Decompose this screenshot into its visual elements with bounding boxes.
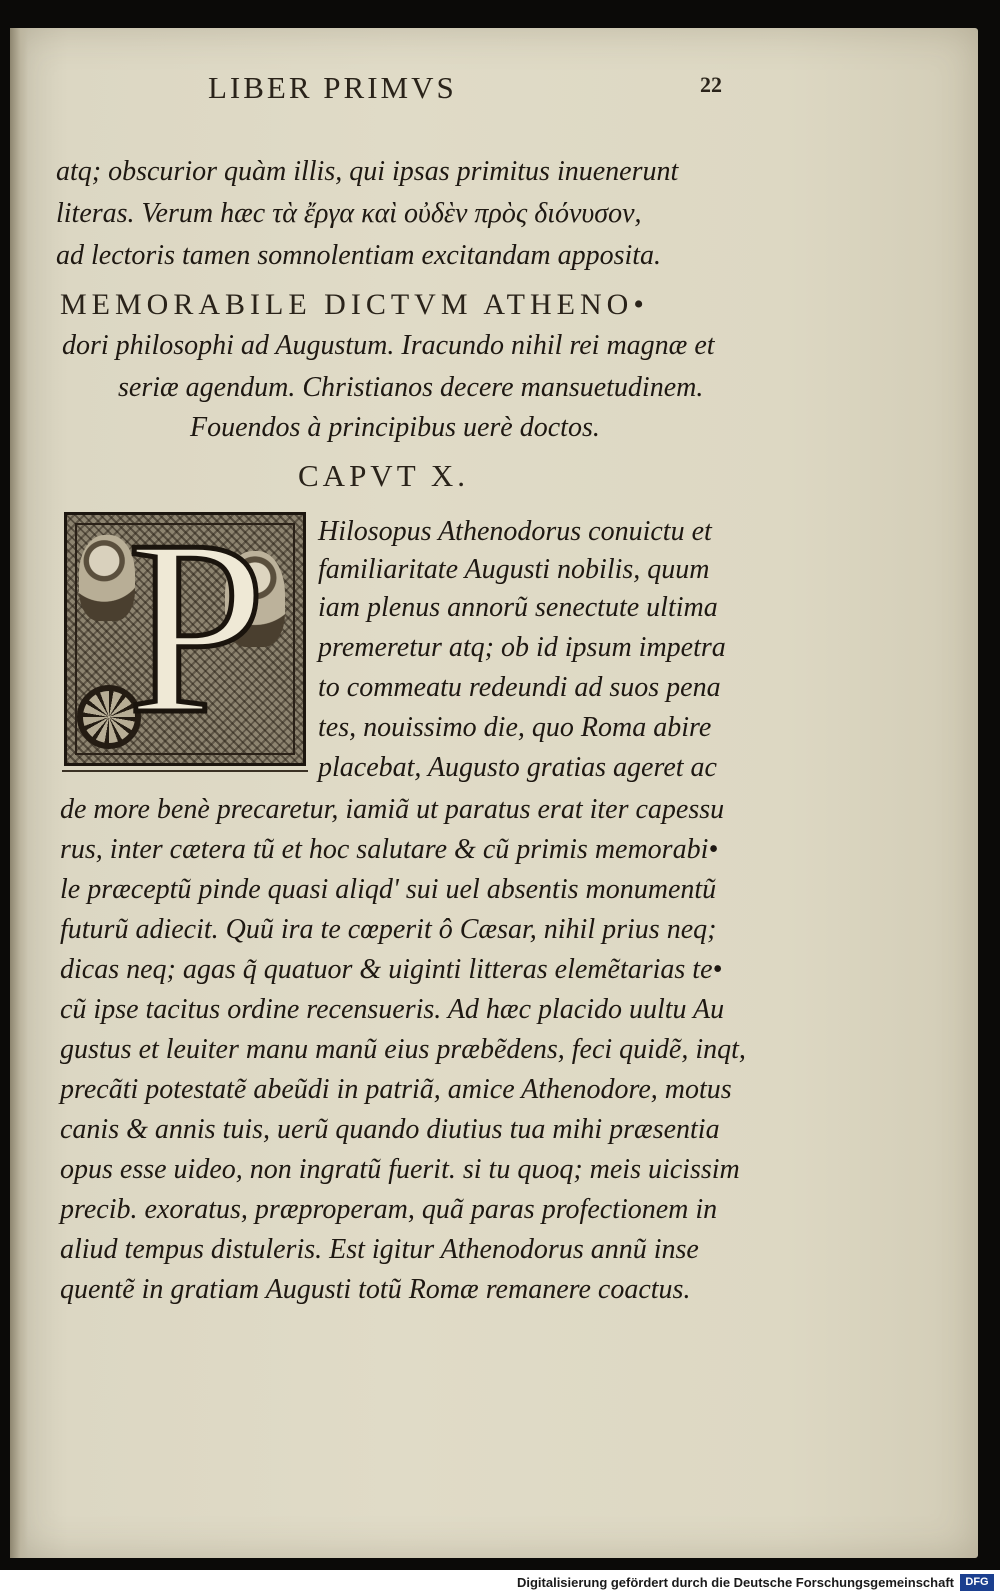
caput-number: CAPVT X. [298, 458, 469, 493]
footer-credit: Digitalisierung gefördert durch die Deutsche Forschungsgemeinschaft [516, 1575, 954, 1590]
body-full-line-5: dicas neq; agas q̃ quatuor & uiginti litteras elemẽtarias te• [60, 954, 723, 985]
initial-letter: P [127, 512, 267, 766]
chapter-heading-line-3: Fouendos à principibus uerè doctos. [190, 412, 600, 443]
chapter-heading-line-1: dori philosophi ad Augustum. Iracundo nihil rei magnæ et [62, 330, 715, 361]
chapter-heading-caps: MEMORABILE DICTVM ATHENO• [60, 288, 649, 321]
body-full-line-2: rus, inter cætera tũ et hoc salutare & cũ primis memorabi• [60, 834, 719, 865]
decorated-initial [64, 512, 306, 766]
body-full-line-7: gustus et leuiter manu manũ eius præbẽdens, feci quidẽ, inqt, [60, 1034, 746, 1065]
body-full-line-8: precãti potestatẽ abeũdi in patriã, amice Athenodore, motus [60, 1074, 732, 1105]
body-full-line-9: canis & annis tuis, uerũ quando diutius tua mihi præsentia [60, 1114, 720, 1145]
body-full-line-3: le præceptũ pinde quasi aliqd' sui uel absentis monumentũ [60, 874, 717, 905]
intro-line-1: atq; obscurior quàm illis, qui ipsas primitus inuenerunt [56, 156, 679, 187]
chapter-heading-line-2: seriæ agendum. Christianos decere mansuetudinem. [118, 372, 704, 403]
dfg-logo: DFG [960, 1574, 994, 1591]
intro-line-2: literas. Verum hæc τὰ ἔργα καὶ οὐδὲν πρὸς διόνυσον, [56, 198, 642, 229]
page-header [0, 68, 1000, 108]
body-line-3: iam plenus annorũ senectute ultima [318, 592, 718, 623]
body-line-7: placebat, Augusto gratias ageret ac [318, 752, 717, 783]
body-line-4: premeretur atq; ob id ipsum impetra [318, 632, 726, 663]
body-full-line-6: cũ ipse tacitus ordine recensueris. Ad hæc placido uultu Au [60, 994, 725, 1025]
body-line-2: familiaritate Augusti nobilis, quum [318, 554, 710, 585]
body-full-line-10: opus esse uideo, non ingratũ fuerit. si tu quoq; meis uicissim [60, 1154, 740, 1185]
running-head: LIBER PRIMVS [208, 70, 457, 105]
body-line-1: Hilosopus Athenodorus conuictu et [318, 516, 712, 547]
body-line-5: to commeatu redeundi ad suos pena [318, 672, 721, 703]
page-number: 22 [700, 72, 722, 97]
body-full-line-4: futurũ adiecit. Quũ ira te cœperit ô Cæsar, nihil prius neq; [60, 914, 717, 945]
footer-bar [0, 1570, 1000, 1596]
intro-line-3: ad lectoris tamen somnolentiam excitandam apposita. [56, 240, 662, 271]
body-full-line-12: aliud tempus distuleris. Est igitur Athenodorus annũ inse [60, 1234, 699, 1265]
page-gutter-shadow [10, 28, 28, 1558]
body-line-6: tes, nouissimo die, quo Roma abire [318, 712, 712, 743]
initial-underline [62, 770, 308, 772]
body-full-line-1: de more benè precaretur, iamiã ut paratus erat iter capessu [60, 794, 725, 825]
body-full-line-11: precib. exoratus, præproperam, quã paras profectionem in [60, 1194, 718, 1225]
body-full-line-13: quentẽ in gratiam Augusti totũ Romæ remanere coactus. [60, 1274, 691, 1305]
